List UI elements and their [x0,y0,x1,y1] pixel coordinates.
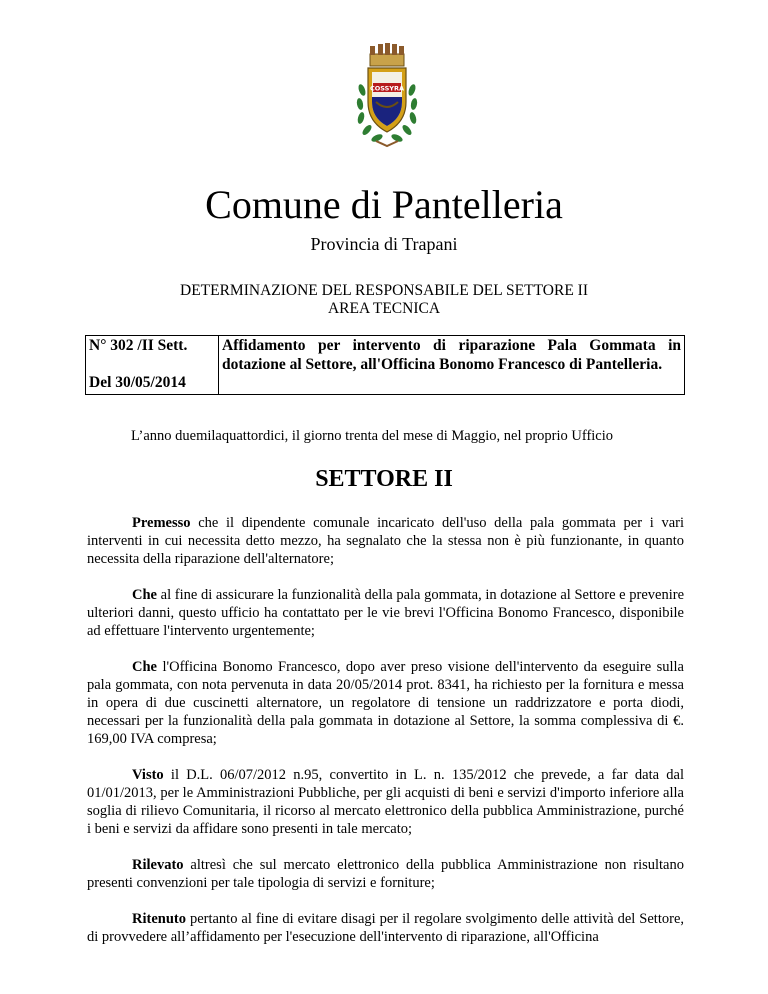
paragraph [87,766,684,838]
paragraph-lead: Ritenuto [132,911,186,927]
section-title: SETTORE II [315,466,453,492]
paragraph-text: il D.L. 06/07/2012 n.95, convertito in L. n. 135/2012 che prevede, a far data dal 01/01/2013, per le Amministrazioni Pubbliche, per gli acquisti di beni e servizi d'importo inferiore alla soglia di rilievo Comunitaria, il ricorso al mercato elettronico della pubblica Amministrazione, purché i beni e servizi da affidare sono presenti in tale mercato; [87,767,684,837]
page-subtitle: Provincia di Trapani [310,234,458,254]
paragraph-text: al fine di assicurare la funzionalità della pala gommata, in dotazione al Settore e prevenire ulteriori danni, questo ufficio ha contattato per le vie brevi l'Officina Bonomo Francesco, disponibile ad effettuare l'intervento urgentemente; [87,587,684,639]
paragraph [87,514,684,568]
paragraph-lead: Che [132,659,157,675]
register-number: N° 302 /II Sett. [89,337,188,354]
paragraph-text: pertanto al fine di evitare disagi per il regolare svolgimento delle attività del Settore, di provvedere all’affidamento per l'esecuzione dell'intervento di riparazione, all'Officina [87,911,684,945]
paragraph-text: l'Officina Bonomo Francesco, dopo aver preso visione dell'intervento da eseguire sulla pala gommata, con nota pervenuta in data 20/05/2014 prot. 8341, ha richiesto per la fornitura e messa in opera di due cuscinetti alternatore, un regolatore di tensione un raddrizzatore e porta diodi, necessari per la funzionalità della pala gommata in dotazione al Settore, la somma complessiva di €. 169,00 IVA compresa; [87,659,684,747]
register-date: Del 30/05/2014 [89,374,186,391]
paragraph-lead: Premesso [132,515,191,531]
paragraph-text: che il dipendente comunale incaricato dell'uso della pala gommata per i vari interventi in cui necessita detto mezzo, ha segnalato che la stessa non è più funzionante, in quanto necessita della riparazione dell'alternatore; [87,515,684,567]
paragraph-lead: Rilevato [132,857,184,873]
document-body [87,514,684,964]
heading-line-1: DETERMINAZIONE DEL RESPONSABILE DEL SETTORE II [180,282,588,299]
heading-line-2: AREA TECNICA [327,300,441,317]
register-ref-cell [86,336,219,395]
paragraph-text: altresì che sul mercato elettronico della pubblica Amministrazione non risultano presenti convenzioni per tale tipologia di servizi e forniture; [87,857,684,891]
document-heading [0,282,768,318]
paragraph [87,910,684,946]
register-table [85,335,685,395]
paragraph [87,856,684,892]
crest-label: COSSYRA [369,84,405,93]
page-title: Comune di Pantelleria [205,182,563,227]
paragraph-lead: Che [132,587,157,603]
municipal-crest-icon [352,42,422,150]
register-subject: Affidamento per intervento di riparazione Pala Gommata in dotazione al Settore, all'Officina Bonomo Francesco di Pantelleria. [219,336,685,395]
intro-line: L’anno duemilaquattordici, il giorno trenta del mese di Maggio, nel proprio Ufficio [131,428,614,444]
paragraph-lead: Visto [132,767,164,783]
paragraph [87,586,684,640]
paragraph [87,658,684,748]
